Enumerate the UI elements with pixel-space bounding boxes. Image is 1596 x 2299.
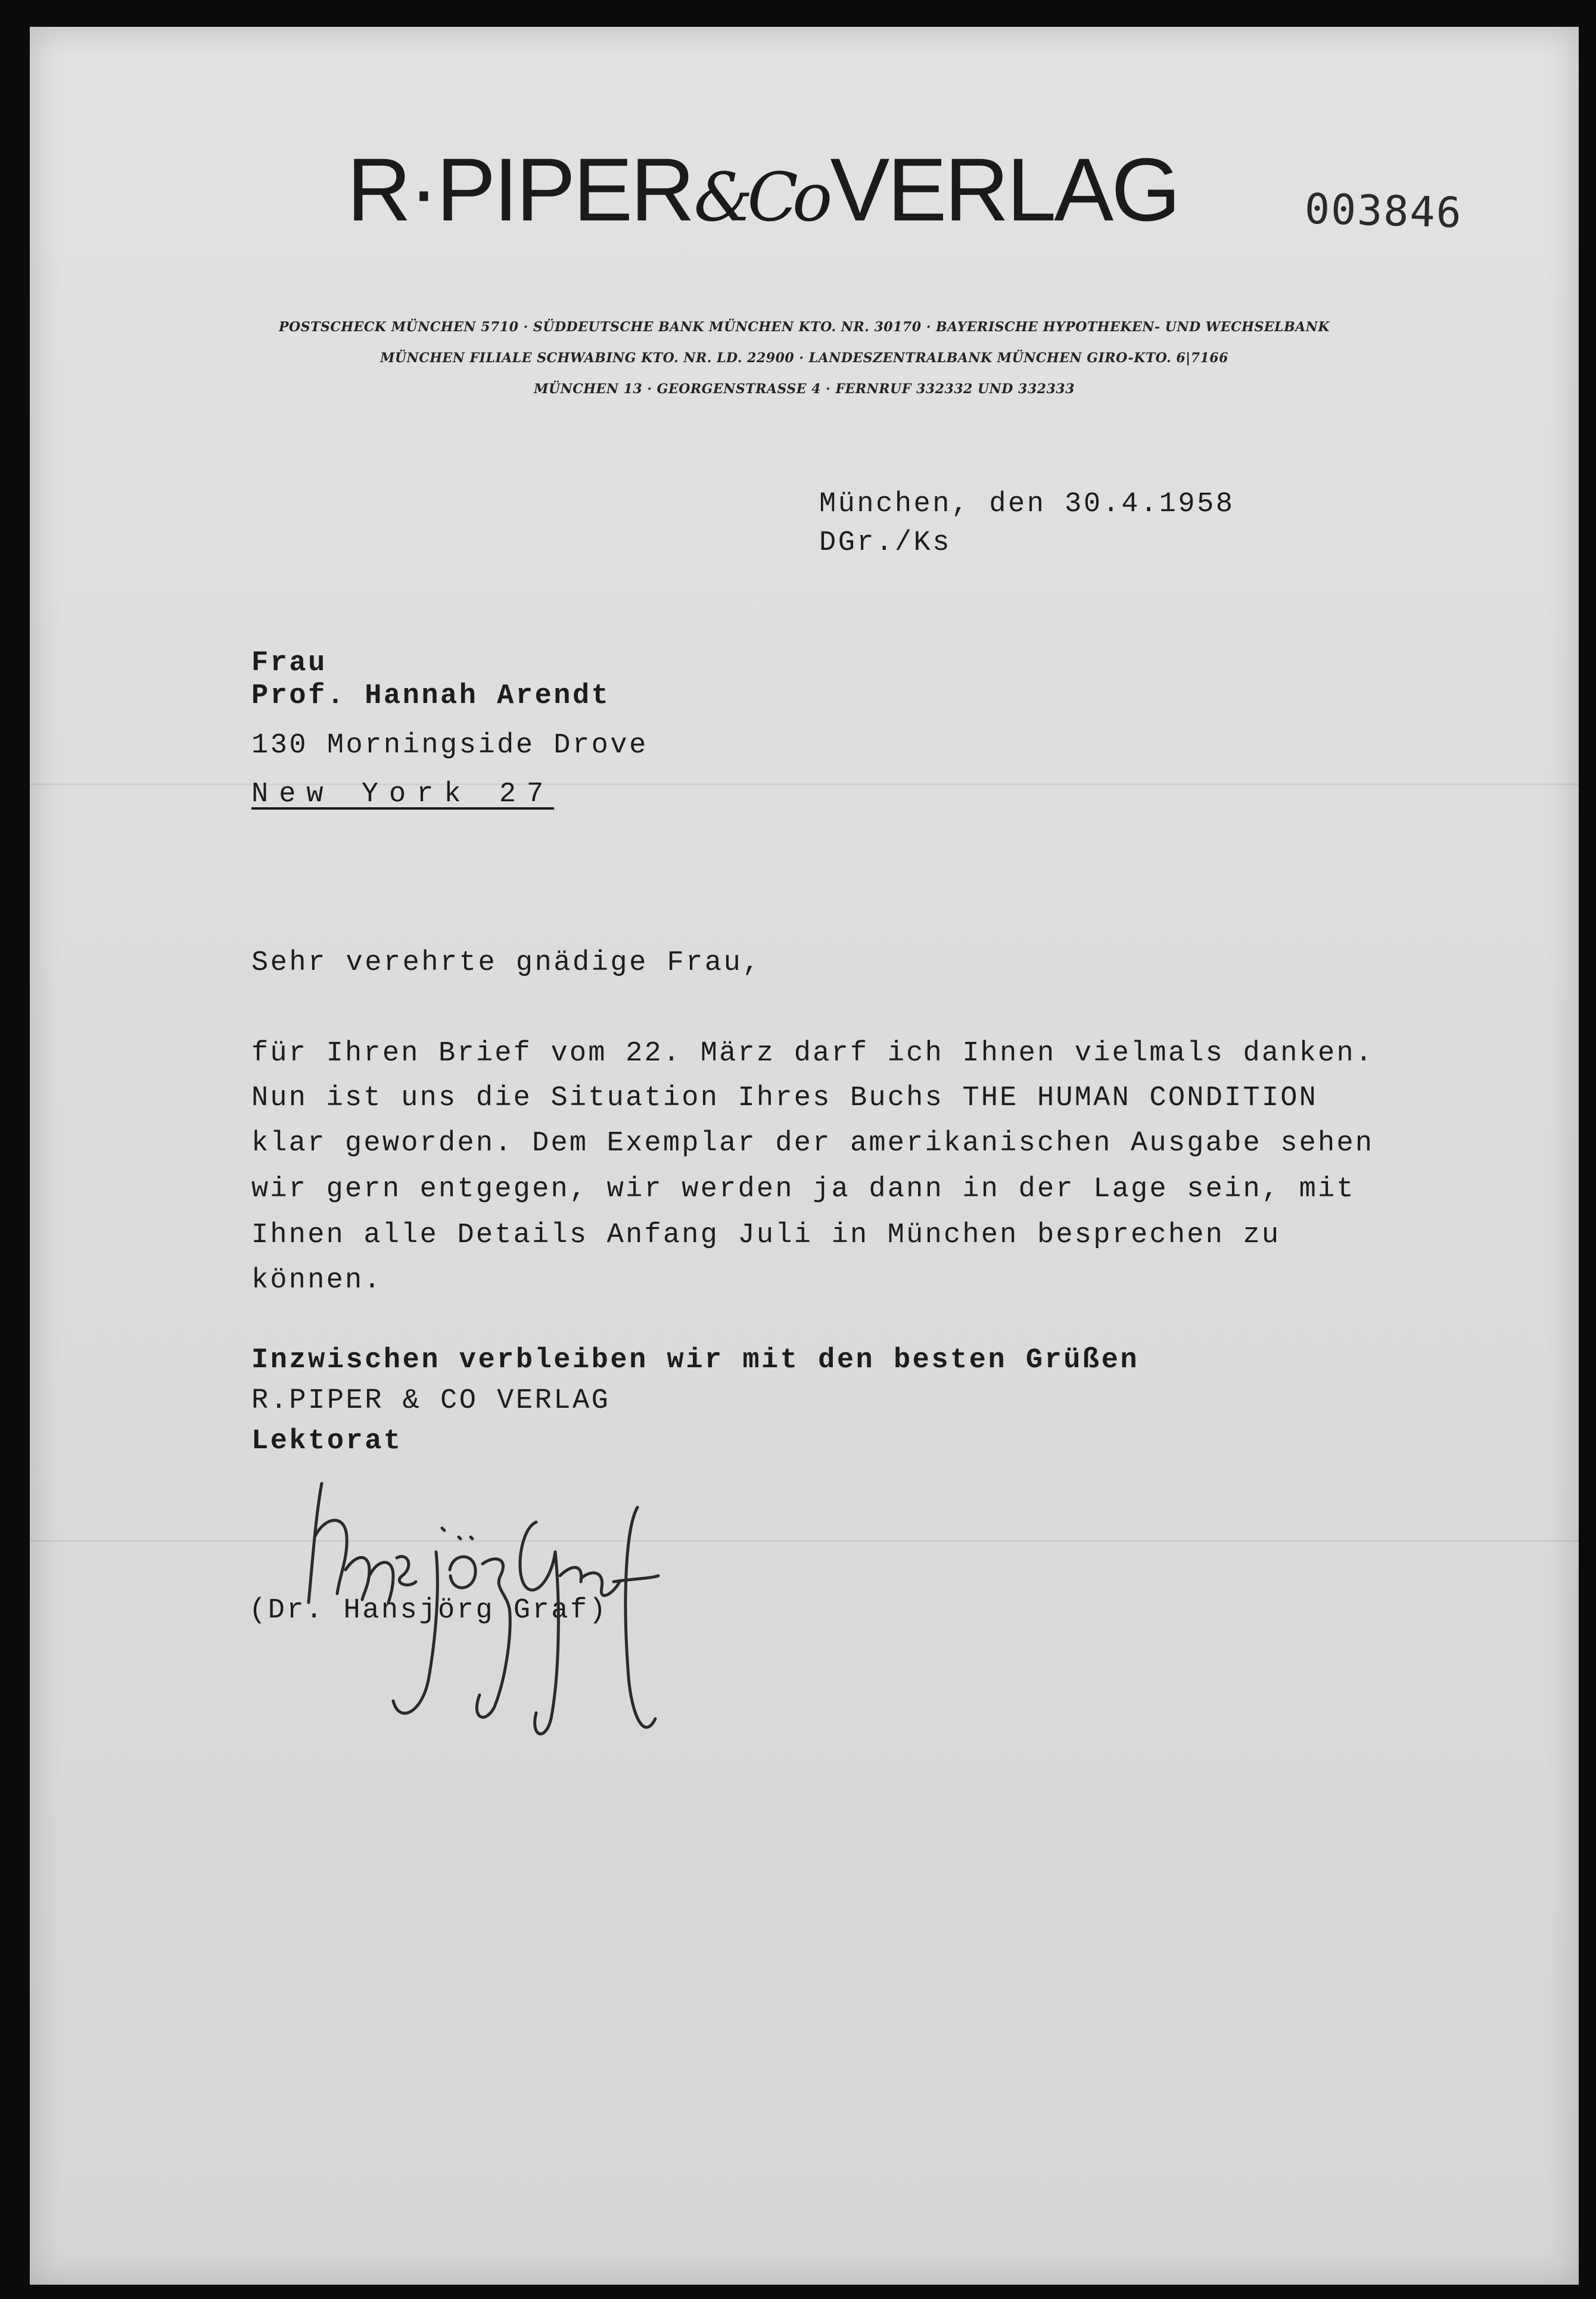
bank-details [30, 312, 1579, 405]
recipient-city: New York 27 [251, 779, 555, 810]
recipient-street: 130 Morningside Drove [251, 730, 648, 761]
letter-page [30, 27, 1579, 2285]
bank-details-line: POSTSCHECK MÜNCHEN 5710 · SÜDDEUTSCHE BANK MÜNCHEN KTO. NR. 30170 · BAYERISCHE HYPOTHEKEN- UND WECHSELBANK [279, 319, 1330, 335]
logo-co-text: &Co [693, 159, 827, 237]
archive-number-stamp: 003846 [1303, 184, 1463, 238]
body-line: Ihnen alle Details Anfang Juli in München besprechen zu [251, 1220, 1281, 1251]
company-name: R.PIPER & CO VERLAG [251, 1385, 611, 1417]
logo-left-text: R·PIPER [347, 139, 693, 239]
recipient-name: Prof. Hannah Arendt [251, 680, 611, 712]
logo-right-text: VERLAG [830, 139, 1178, 239]
bank-details-line: MÜNCHEN 13 · GEORGENSTRASSE 4 · FERNRUF 332332 UND 332333 [534, 381, 1075, 397]
body-line: wir gern entgegen, wir werden ja dann in der Lage sein, mit [251, 1174, 1355, 1205]
handwritten-signature [280, 1480, 661, 1754]
fold-line [30, 1540, 1579, 1542]
body-line: können. [251, 1265, 382, 1296]
body-line: für Ihren Brief vom 22. März darf ich Ihnen vielmals danken. [251, 1038, 1374, 1069]
greeting: Sehr verehrte gnädige Frau, [251, 947, 762, 979]
body-line: Nun ist uns die Situation Ihres Buchs THE HUMAN CONDITION [251, 1082, 1318, 1114]
signatory-name: (Dr. Hansjörg Graf) [249, 1595, 608, 1626]
reference-code: DGr./Ks [819, 527, 951, 559]
department: Lektorat [251, 1426, 403, 1457]
body-line: klar geworden. Dem Exemplar der amerikanischen Ausgabe sehen [251, 1128, 1374, 1159]
recipient-title: Frau [251, 648, 327, 679]
closing: Inzwischen verbleiben wir mit den besten Grüßen [251, 1345, 1140, 1376]
bank-details-line: MÜNCHEN FILIALE SCHWABING KTO. NR. LD. 22900 · LANDESZENTRALBANK MÜNCHEN GIRO-KTO. 6|7166 [380, 350, 1228, 366]
place-date: München, den 30.4.1958 [819, 489, 1235, 520]
